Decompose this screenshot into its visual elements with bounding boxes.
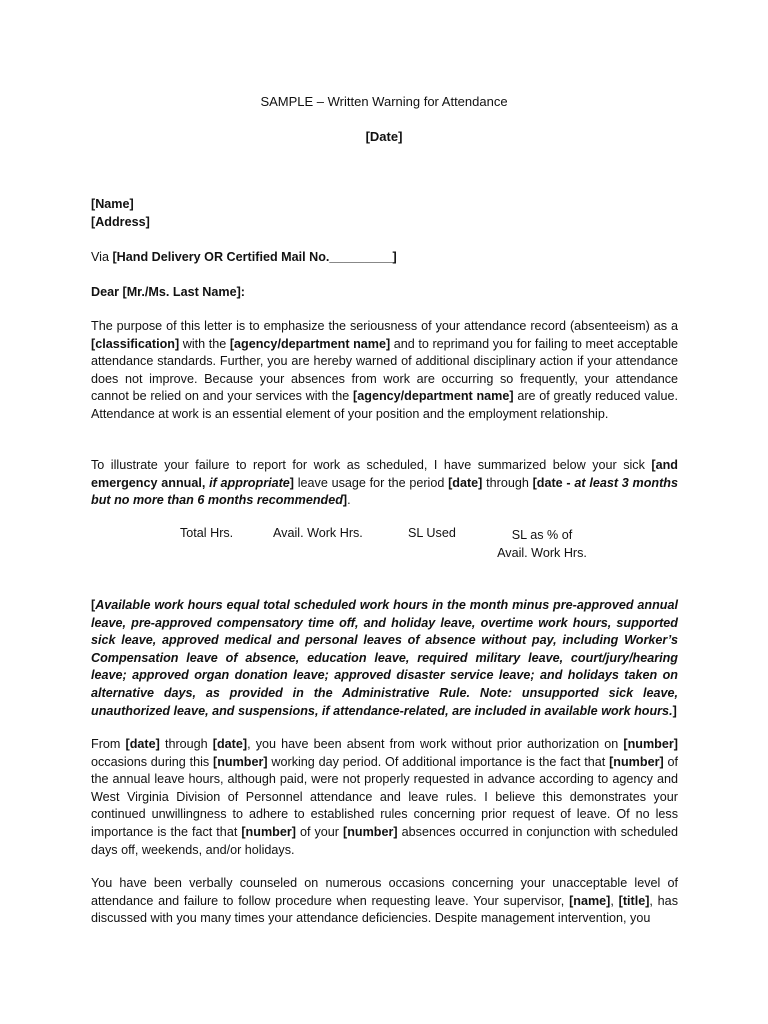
- delivery-method-line: [91, 249, 678, 267]
- p4-text: through: [159, 737, 213, 751]
- col-header-total: Total Hrs.: [180, 526, 234, 540]
- paragraph-purpose: [91, 318, 678, 424]
- paragraph-leave-summary: [91, 457, 678, 510]
- paragraph-available-hours-note: [91, 597, 678, 720]
- date-placeholder-inline: [date]: [125, 737, 160, 751]
- p2-bracket: ]: [342, 493, 348, 508]
- p5-text: , has discussed with you many times your attendance deficiencies. Despite management intervention, you: [91, 893, 678, 926]
- col-header-sl-used: SL Used: [408, 526, 456, 540]
- p2-bracket: [date -: [532, 475, 575, 490]
- recipient-address: [Address]: [91, 214, 150, 229]
- p2-bracket: [and emergency annual,: [91, 458, 678, 490]
- p4-text: , you have been absent from work without prior authorization on: [247, 737, 624, 751]
- p2-emphasis: at least 3 months but no more than 6 months recommended: [91, 475, 678, 508]
- document-title: SAMPLE – Written Warning for Attendance: [260, 94, 508, 109]
- p1-text: The purpose of this letter is to emphasize the seriousness of your attendance record (absenteeism) as a: [91, 319, 678, 333]
- p4-text: working day period. Of additional importance is the fact that: [267, 754, 610, 769]
- p1-text: with the: [179, 336, 230, 351]
- p4-text: From: [91, 737, 126, 751]
- p4-text: of the annual leave hours, although paid, were not properly requested in advance according to agency and West Virginia Division of Personnel attendance and leave rules. I believe this demonstrates your continued unwillingness to adhere to established rules concerning prior request of leave. Of no less importance is the fact that: [91, 754, 678, 839]
- number-placeholder: [number]: [623, 737, 678, 751]
- p3-bracket: ]: [672, 703, 677, 718]
- p2-text: .: [347, 493, 351, 508]
- col-header-sl-pct-line2: Avail. Work Hrs.: [497, 546, 587, 560]
- classification-placeholder: [classification]: [91, 336, 180, 351]
- p2-text: leave usage for the period: [294, 475, 449, 490]
- paragraph-absences: [91, 736, 678, 859]
- date-placeholder-inline: [date]: [448, 475, 483, 490]
- p5-text: You have been verbally counseled on numerous occasions concerning your unacceptable level of attendance and failure to follow procedure when requesting leave. Your supervisor,: [91, 876, 678, 908]
- p4-text: absences occurred in conjunction with scheduled days off, weekends, and/or holidays.: [91, 824, 679, 857]
- via-method: [Hand Delivery OR Certified Mail No._________]: [112, 250, 397, 264]
- salutation: Dear [Mr./Ms. Last Name]:: [91, 285, 245, 299]
- agency-placeholder: [agency/department name]: [353, 389, 514, 404]
- agency-placeholder: [agency/department name]: [229, 336, 391, 351]
- number-placeholder: [number]: [241, 824, 296, 839]
- number-placeholder: [number]: [609, 754, 664, 769]
- number-placeholder: [number]: [343, 824, 398, 839]
- p3-bracket: [: [91, 598, 96, 612]
- p1-text: are of greatly reduced value. Attendance at work is an essential element of your position and the employment relationship.: [91, 389, 678, 421]
- number-placeholder: [number]: [213, 754, 268, 769]
- recipient-name: [Name]: [91, 197, 134, 211]
- supervisor-name-placeholder: [name]: [569, 893, 611, 908]
- p2-text: through: [482, 475, 533, 490]
- p1-text: and to reprimand you for failing to meet acceptable attendance standards. Further, you are hereby warned of additional disciplinary action if your attendance does not improve. Because your absences from work are occurring so frequently, your attendance cannot be relied on and your services with the: [91, 336, 678, 404]
- col-header-sl-pct-line1: SL as % of: [511, 528, 573, 542]
- date-placeholder-inline: [date]: [212, 737, 248, 751]
- p4-text: of your: [295, 824, 344, 839]
- col-header-sl-pct: [496, 526, 588, 562]
- p2-text: To illustrate your failure to report for work as scheduled, I have summarized below your sick: [91, 458, 652, 472]
- p5-text: ,: [610, 893, 619, 908]
- supervisor-title-placeholder: [title]: [618, 893, 650, 908]
- paragraph-counseling: [91, 875, 678, 928]
- p3-text: Available work hours equal total scheduled work hours in the month minus pre-approved annual leave, pre-approved compensatory time off, and holiday leave, overtime work hours, supported sick leave, approved medical and personal leaves of absence without pay, including Worker’s Compensation leave of absence, education leave, required military leave, court/jury/hearing leave; approved organ donation leave; approved disaster service leave; and holidays taken on alternative days, as provided in the Administrative Rule. Note: unsupported sick leave, unauthorized leave, and suspensions, if attendance-related, are included in available work hours.: [91, 598, 678, 718]
- col-header-avail: Avail. Work Hrs.: [273, 526, 363, 540]
- date-placeholder: [Date]: [365, 129, 403, 144]
- p4-text: occasions during this: [91, 754, 214, 769]
- p2-bracket: ]: [289, 475, 294, 490]
- recipient-block: [91, 196, 678, 231]
- via-prefix: Via: [91, 250, 113, 264]
- p2-emphasis: if appropriate: [209, 475, 290, 490]
